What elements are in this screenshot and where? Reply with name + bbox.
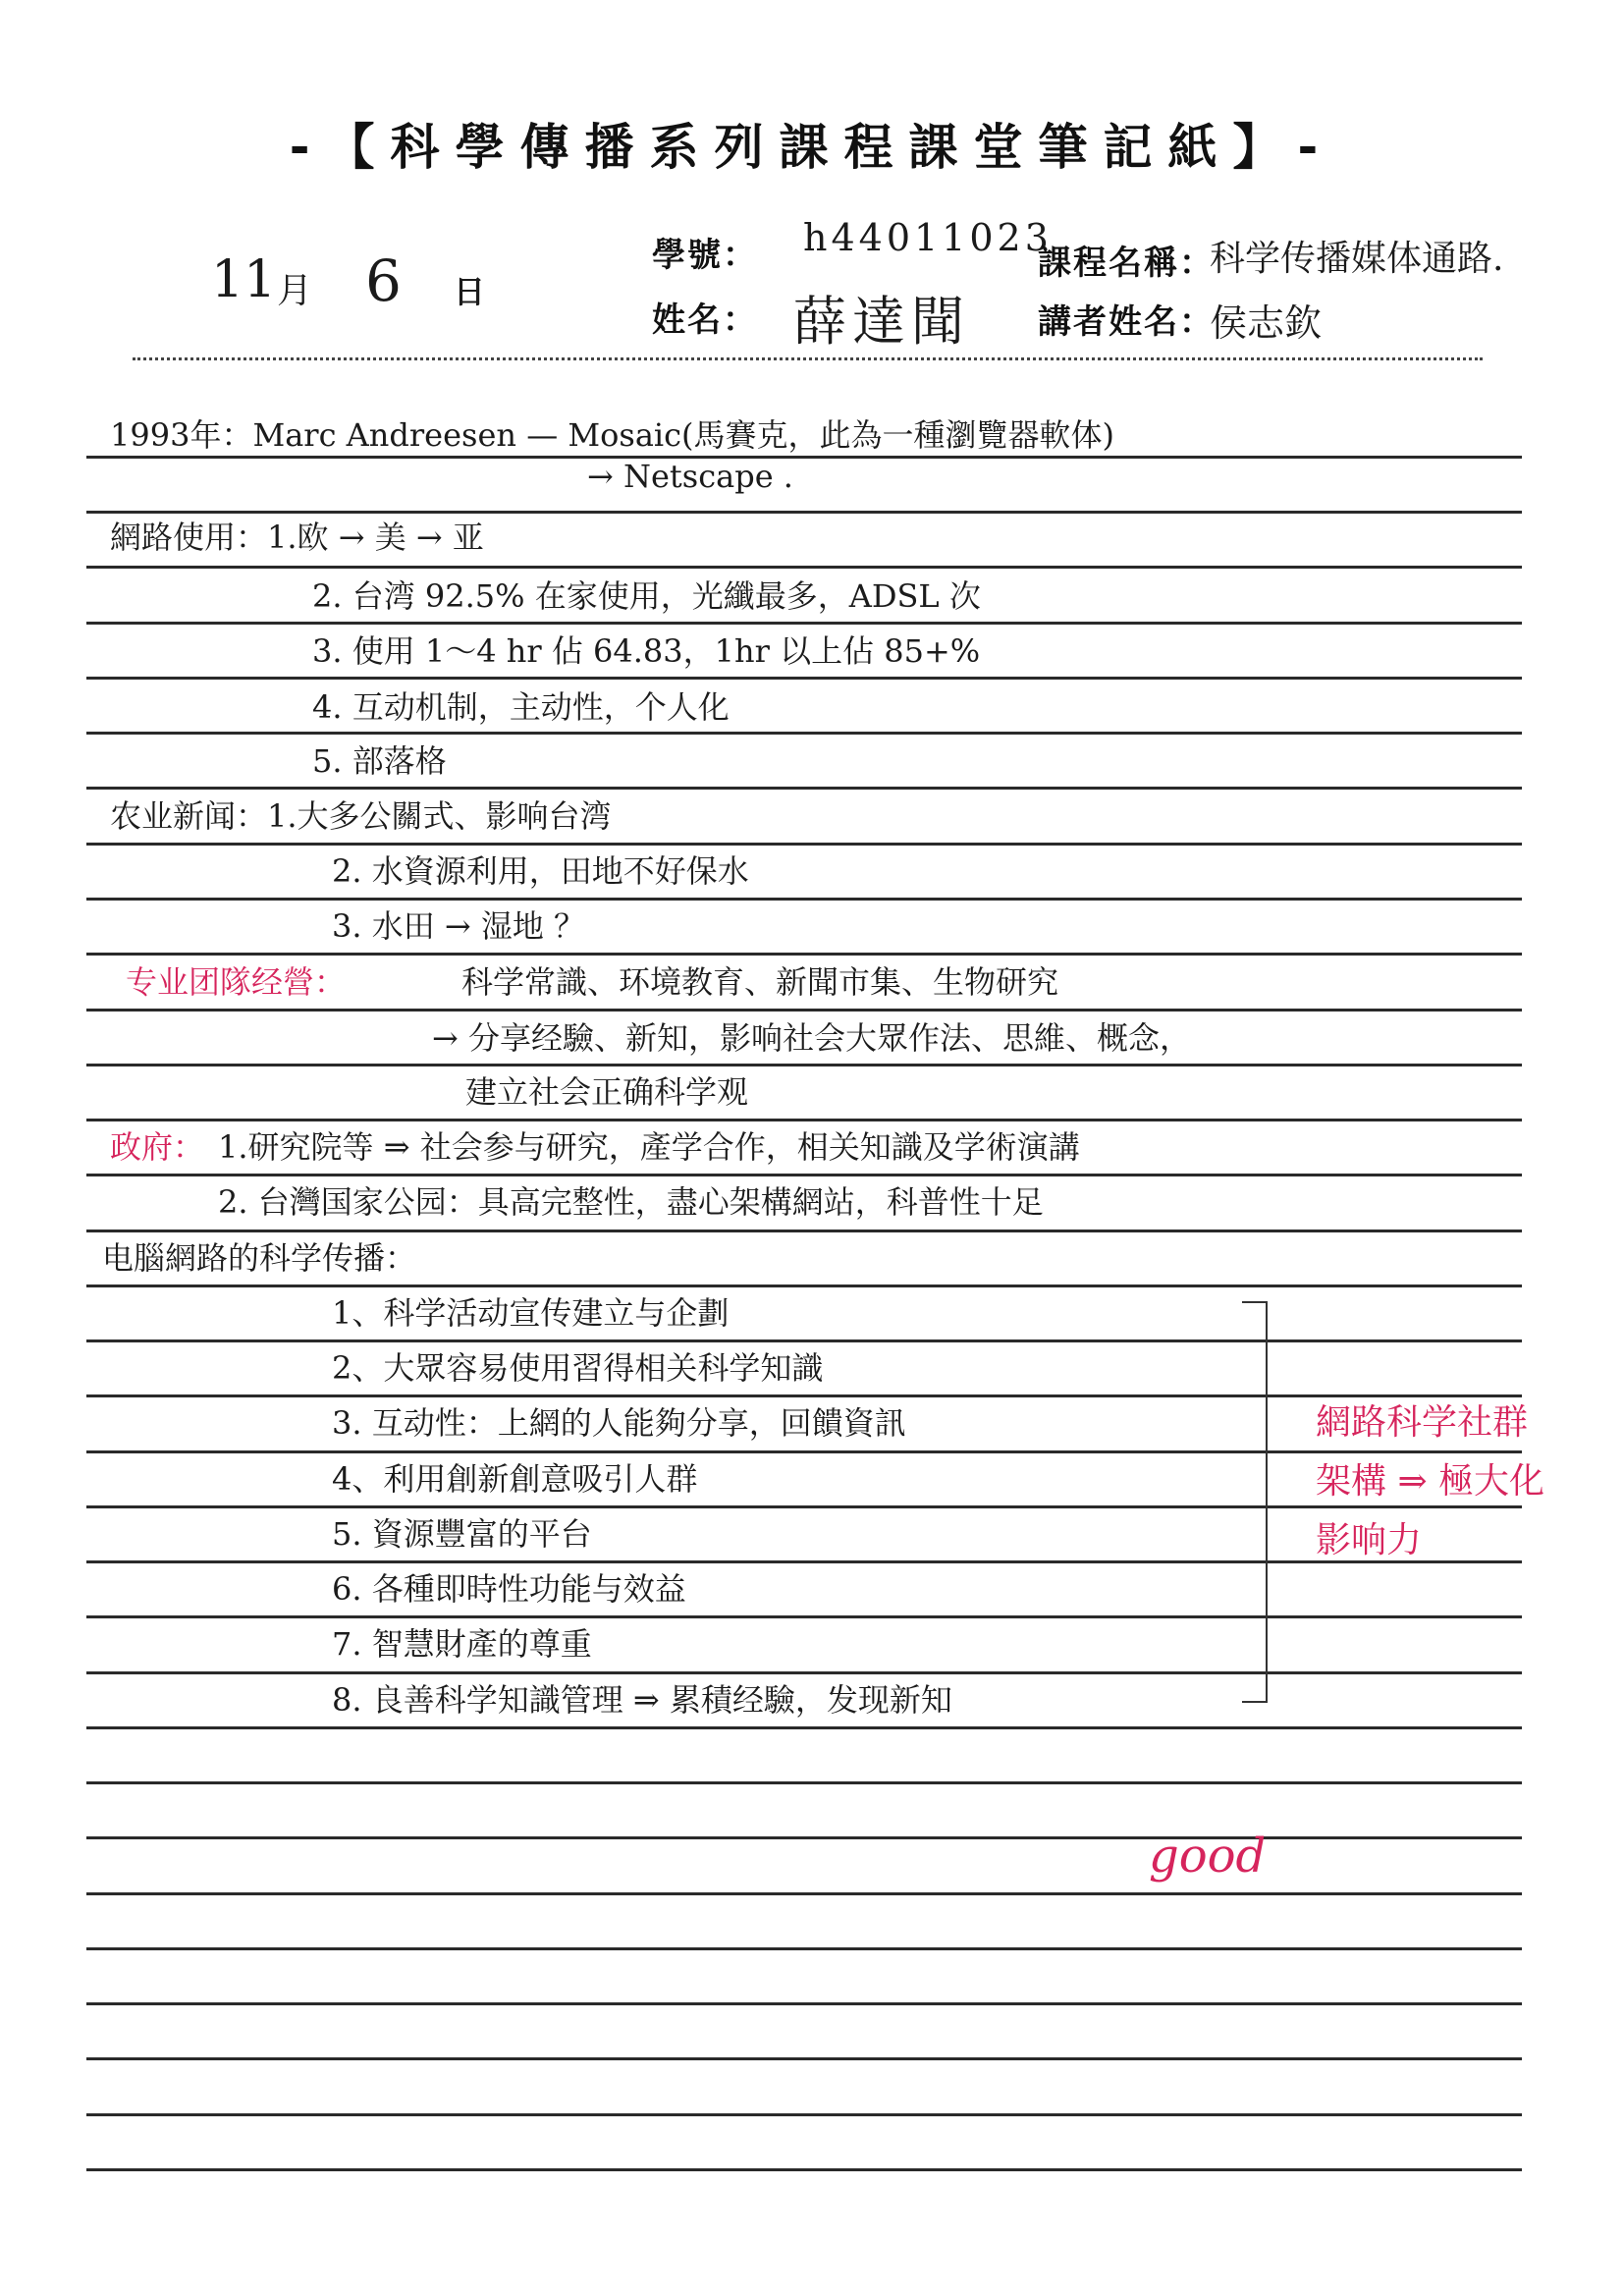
note-line-16: 1.研究院等 ⇒ 社会参与研究，產学合作，相关知識及学術演講	[218, 1128, 1080, 1166]
name-label: 姓名：	[652, 301, 758, 340]
side-note-line-2: 架構 ⇒ 極大化	[1316, 1461, 1545, 1502]
note-line-20: 2、大眾容易使用習得相关科学知識	[332, 1349, 824, 1387]
side-note-line-1: 網路科学社群	[1316, 1402, 1529, 1443]
date-month-char: 月	[277, 271, 313, 311]
note-line-5: 3. 使用 1～4 hr 佔 64.83，1hr 以上佔 85+%	[312, 632, 981, 670]
side-note-line-3: 影响力	[1316, 1520, 1423, 1560]
note-line-10: 3. 水田 → 湿地 ？	[332, 907, 586, 945]
note-heading-government: 政府：	[110, 1128, 205, 1166]
note-line-19: 1、科学活动宣传建立与企劃	[332, 1294, 730, 1332]
student-id-label: 學號：	[652, 236, 758, 275]
note-line-3: 網路使用：1.欧 → 美 → 亚	[110, 519, 484, 556]
note-line-25: 7. 智慧財產的尊重	[332, 1625, 592, 1663]
page-title: -【科學傳播系列課程課堂筆記紙】-	[289, 119, 1334, 176]
note-line-24: 6. 各種即時性功能与效益	[332, 1570, 686, 1608]
note-line-17: 2. 台灣国家公园：具高完整性，盡心架構網站，科普性十足	[218, 1183, 1044, 1221]
date-month: 11	[211, 250, 277, 309]
note-line-1: 1993年：Marc Andreesen — Mosaic(馬賽克，此為一種瀏覽器軟体)	[110, 416, 1115, 454]
date-day-char: 日	[454, 273, 486, 310]
note-line-13: → 分享经驗、新知，影响社会大眾作法、思維、概念，	[432, 1019, 1191, 1057]
note-heading-team: 专业团隊经營：	[126, 963, 347, 1001]
note-line-26: 8. 良善科学知識管理 ⇒ 累積经驗，发现新知	[332, 1681, 952, 1719]
student-id-value: h44011023	[803, 216, 1053, 259]
note-line-23: 5. 資源豐富的平台	[332, 1515, 592, 1553]
note-line-14: 建立社会正确科学观	[465, 1073, 749, 1111]
speaker-value: 侯志欽	[1210, 301, 1323, 345]
course-value: 科学传播媒体通路.	[1210, 239, 1504, 279]
note-line-12: 科学常識、环境教育、新聞市集、生物研究	[461, 963, 1059, 1001]
speaker-label: 講者姓名：	[1038, 302, 1215, 342]
note-line-7: 5. 部落格	[312, 742, 447, 780]
note-heading-computer: 电腦網路的科学传播：	[102, 1239, 417, 1277]
grade-mark: good	[1149, 1829, 1267, 1884]
note-line-4: 2. 台湾 92.5% 在家使用，光纖最多，ADSL 次	[312, 577, 981, 615]
note-line-9: 2. 水資源利用，田地不好保水	[332, 852, 749, 890]
course-label: 課程名稱：	[1038, 244, 1215, 283]
date-day: 6	[365, 247, 402, 314]
note-line-21: 3. 互动性：上網的人能夠分享，回饋資訊	[332, 1404, 906, 1442]
list-bracket	[1242, 1301, 1268, 1703]
note-line-22: 4、利用創新創意吸引人群	[332, 1460, 698, 1498]
name-value: 薛達聞	[793, 291, 970, 353]
note-line-2: → Netscape .	[587, 458, 793, 495]
header-divider	[133, 357, 1483, 360]
note-line-6: 4. 互动机制，主动性，个人化	[312, 688, 730, 726]
note-line-8: 农业新闻：1.大多公關式、影响台湾	[110, 797, 612, 835]
